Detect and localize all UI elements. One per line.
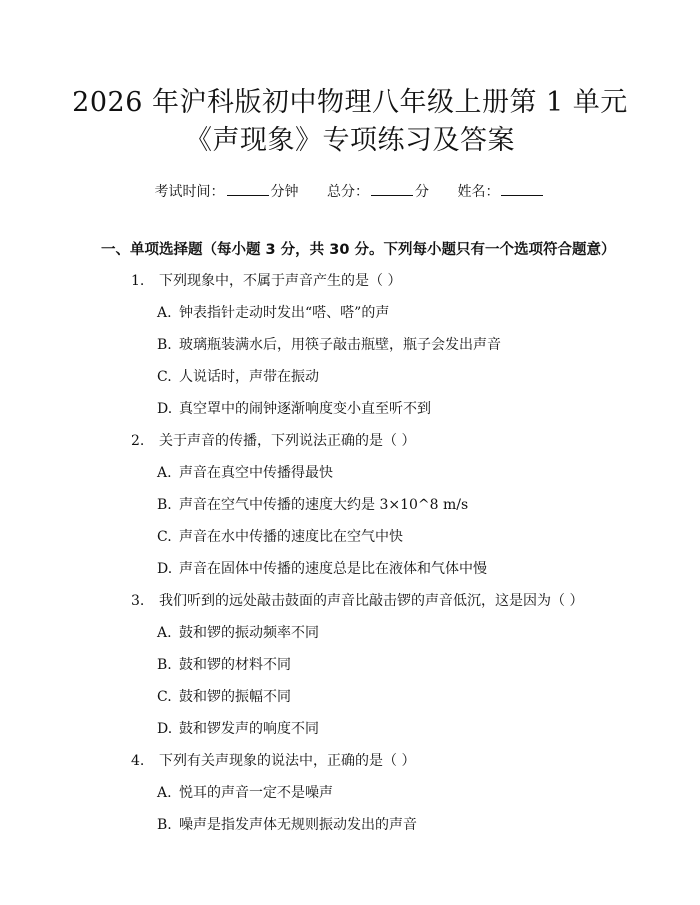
question-3 [0,591,700,740]
option-c [0,367,700,388]
option-text: 悦耳的声音一定不是噪声 [179,785,333,801]
option-text: 声音在固体中传播的速度总是比在液体和气体中慢 [179,561,487,577]
option-letter: D. [157,721,173,737]
option-text: 钟表指针走动时发出“嗒、嗒”的声 [179,305,390,321]
question-text: 我们听到的远处敲击鼓面的声音比敲击锣的声音低沉，这是因为（ ） [159,593,584,609]
question-number: 4. [131,753,145,769]
option-letter: A. [157,305,172,321]
option-a [0,463,700,484]
option-d [0,559,700,580]
score-label: 总分： [327,184,369,200]
option-b [0,655,700,676]
name-blank [501,181,543,196]
document-title [0,84,700,160]
question-stem [0,751,700,772]
option-text: 玻璃瓶装满水后，用筷子敲击瓶壁，瓶子会发出声音 [179,337,501,353]
exam-score [327,181,429,202]
option-text: 声音在水中传播的速度比在空气中快 [179,529,403,545]
option-a [0,623,700,644]
option-letter: B. [157,337,172,353]
option-a [0,303,700,324]
question-number: 1. [131,273,145,289]
section-title: 一、单项选择题（每小题 3 分，共 30 分。下列每小题只有一个选项符合题意） [101,242,616,258]
question-2 [0,431,700,580]
option-d [0,399,700,420]
option-c [0,527,700,548]
question-text: 下列有关声现象的说法中，正确的是（ ） [159,753,416,769]
score-unit: 分 [415,184,429,200]
option-text: 声音在真空中传播得最快 [179,465,333,481]
title-line-1: 2026 年沪科版初中物理八年级上册第 1 单元 [72,87,628,118]
exam-name [457,181,545,202]
time-blank [227,181,269,196]
option-letter: B. [157,497,172,513]
question-stem [0,271,700,292]
option-letter: A. [157,785,172,801]
option-text: 声音在空气中传播的速度大约是 3×10^8 m/s [179,497,469,513]
option-b [0,815,700,836]
option-text: 鼓和锣的振动频率不同 [179,625,319,641]
option-b [0,495,700,516]
question-number: 2. [131,433,145,449]
option-letter: B. [157,817,172,833]
option-d [0,719,700,740]
name-label: 姓名： [457,184,500,200]
option-letter: D. [157,561,173,577]
option-letter: D. [157,401,173,417]
exam-meta [0,181,700,202]
option-text: 鼓和锣的振幅不同 [179,689,291,705]
option-letter: B. [157,657,172,673]
option-b [0,335,700,356]
option-letter: C. [157,689,172,705]
question-stem [0,591,700,612]
option-c [0,687,700,708]
time-label: 考试时间： [154,184,225,200]
option-text: 鼓和锣的材料不同 [179,657,291,673]
title-line-2: 《声现象》专项练习及答案 [185,125,515,156]
option-text: 真空罩中的闹钟逐渐响度变小直至听不到 [179,401,431,417]
option-text: 人说话时，声带在振动 [179,369,319,385]
option-a [0,783,700,804]
question-1 [0,271,700,420]
option-letter: A. [157,625,172,641]
score-blank [371,181,413,196]
exam-time [155,181,299,202]
option-letter: A. [157,465,172,481]
option-text: 鼓和锣发声的响度不同 [179,721,319,737]
question-list [0,271,700,836]
option-letter: C. [157,369,172,385]
question-4 [0,751,700,836]
option-text: 噪声是指发声体无规则振动发出的声音 [179,817,417,833]
question-stem [0,431,700,452]
option-letter: C. [157,529,172,545]
question-text: 下列现象中，不属于声音产生的是（ ） [159,273,402,289]
time-unit: 分钟 [270,184,299,200]
question-text: 关于声音的传播，下列说法正确的是（ ） [159,433,416,449]
question-number: 3. [131,593,145,609]
